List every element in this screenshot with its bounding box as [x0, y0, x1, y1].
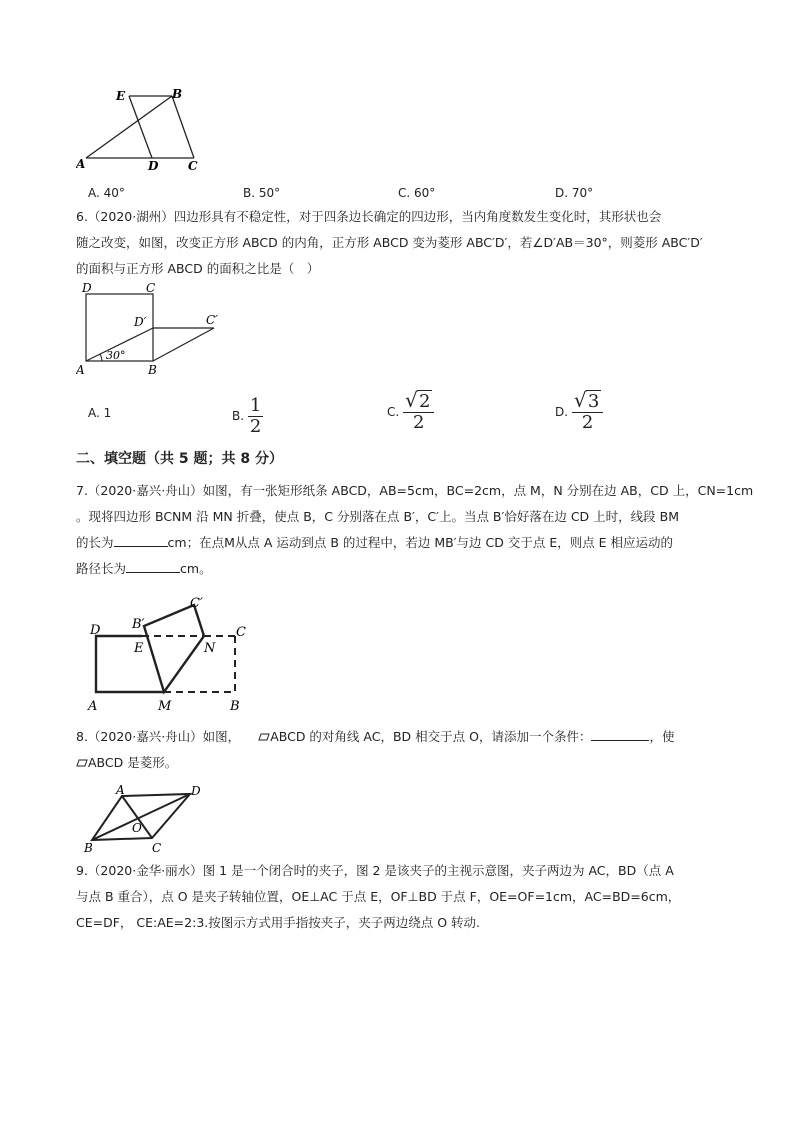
q7-label-c: C	[236, 625, 246, 640]
q8-label-a: A	[116, 783, 125, 797]
q5-label-d: D	[148, 159, 159, 173]
q6-line-2: 随之改变，如图，改变正方形 ABCD 的内角，正方形 ABCD 变为菱形 ABC′D′，若∠D′AB＝30°，则菱形 ABC′D′	[76, 235, 703, 250]
parallelogram-icon	[258, 733, 270, 741]
q9-line-1: 9.（2020·金华·丽水）图 1 是一个闭合时的夹子，图 2 是该夹子的主视示意图，夹子两边为 AC，BD（点 A	[76, 863, 674, 878]
q6-option-c-prefix: C.	[387, 405, 400, 419]
q8-label-d: D	[191, 784, 201, 798]
q6-option-d-radicand: 3	[587, 391, 600, 412]
q6-label-cprime: C′	[206, 313, 218, 327]
q5-label-a: A	[76, 157, 86, 171]
q7-line-4-end: cm。	[180, 561, 212, 576]
q6-option-b-denominator: 2	[249, 416, 262, 437]
q6-option-b-prefix: B.	[232, 409, 245, 423]
q7-label-n: N	[204, 641, 216, 656]
q5-label-b: B	[172, 87, 183, 101]
q6-option-a: A. 1	[88, 406, 112, 420]
q8-line-1	[76, 724, 674, 750]
q6-option-b-numerator: 1	[249, 395, 262, 416]
q8-label-c: C	[152, 841, 162, 855]
q7-line-2: 。现将四边形 BCNM 沿 MN 折叠，使点 B，C 分别落在点 B′，C′上。当点 B′恰好落在边 CD 上时，线段 BM	[76, 509, 679, 524]
q7-line-3	[76, 530, 673, 556]
q7-label-bprime: B′	[132, 617, 145, 632]
q6-option-d-fraction	[572, 388, 603, 433]
q7-line-4-start: 路径长为	[76, 561, 127, 576]
q7-answer-blank-1[interactable]	[114, 546, 168, 547]
q6-option-d-prefix: D.	[555, 405, 569, 419]
q7-label-a: A	[88, 699, 98, 714]
q6-option-d-denominator: 2	[581, 412, 594, 433]
q6-label-angle: 30°	[106, 349, 126, 362]
q8-label-o: O	[132, 821, 142, 835]
q8-line-1-start: 8.（2020·嘉兴·舟山）如图，	[76, 729, 241, 744]
q5-option-b: B. 50°	[243, 186, 281, 200]
q7-label-d: D	[90, 623, 101, 638]
q8-label-b: B	[84, 841, 93, 855]
q6-figure	[76, 280, 236, 380]
q7-line-4	[76, 556, 212, 582]
q7-line-1: 7.（2020·嘉兴·舟山）如图，有一张矩形纸条 ABCD，AB=5cm，BC=2cm，点 M，N 分别在边 AB，CD 上，CN=1cm	[76, 483, 754, 498]
q6-option-c	[387, 388, 434, 433]
q6-label-a: A	[76, 363, 85, 377]
q8-answer-blank[interactable]	[591, 740, 649, 741]
q8-line-1-end: ，使	[649, 729, 675, 744]
q6-label-b: B	[148, 363, 157, 377]
q5-label-e: E	[116, 89, 126, 103]
q6-option-c-radicand: 2	[419, 391, 431, 412]
q6-label-d: D	[82, 281, 92, 295]
q8-line-2	[76, 750, 177, 776]
q7-label-b: B	[230, 699, 240, 714]
q6-line-3: 的面积与正方形 ABCD 的面积之比是（ ）	[76, 261, 320, 276]
q7-line-3-start: 的长为	[76, 535, 114, 550]
parallelogram-icon	[76, 759, 88, 767]
section-heading: 二、填空题（共 5 题；共 8 分）	[76, 451, 283, 467]
q6-label-c: C	[146, 281, 156, 295]
q7-label-cprime: C′	[190, 596, 203, 611]
q5-label-c: C	[188, 159, 198, 173]
q6-option-c-fraction	[403, 388, 434, 433]
q9-line-3: CE=DF， CE:AE=2:3.按图示方式用手指按夹子，夹子两边绕点 O 转动.	[76, 915, 480, 930]
q5-figure	[76, 84, 206, 174]
q7-label-e: E	[134, 641, 144, 656]
q7-label-m: M	[158, 699, 172, 714]
q7-line-3-end: cm；在点M从点 A 运动到点 B 的过程中，若边 MB′与边 CD 交于点 E，则点 E 相应运动的	[167, 535, 674, 550]
q6-option-b-fraction	[248, 396, 263, 437]
sqrt-icon: √ 2	[405, 388, 431, 412]
q6-label-dprime: D′	[134, 315, 147, 329]
q9-line-2: 与点 B 重合），点 O 是夹子转轴位置，OE⊥AC 于点 E，OF⊥BD 于点 F，OE=OF=1cm，AC=BD=6cm，	[76, 889, 681, 904]
q6-line-1: 6.（2020·湖州）四边形具有不稳定性，对于四条边长确定的四边形，当内角度数发生变化时，其形状也会	[76, 209, 662, 224]
q8-line-2-text: ABCD 是菱形。	[88, 755, 178, 770]
q6-option-d	[555, 388, 603, 433]
q8-line-1-mid: ABCD 的对角线 AC，BD 相交于点 O，请添加一个条件：	[270, 729, 592, 744]
q6-option-c-denominator: 2	[413, 412, 425, 433]
q7-answer-blank-2[interactable]	[126, 572, 180, 573]
q8-figure	[80, 782, 210, 856]
q6-option-b	[232, 396, 263, 437]
q5-option-d: D. 70°	[555, 186, 594, 200]
q5-option-c: C. 60°	[398, 186, 436, 200]
sqrt-icon: √ 3	[573, 388, 600, 412]
q5-option-a: A. 40°	[88, 186, 125, 200]
q7-figure	[84, 590, 254, 714]
